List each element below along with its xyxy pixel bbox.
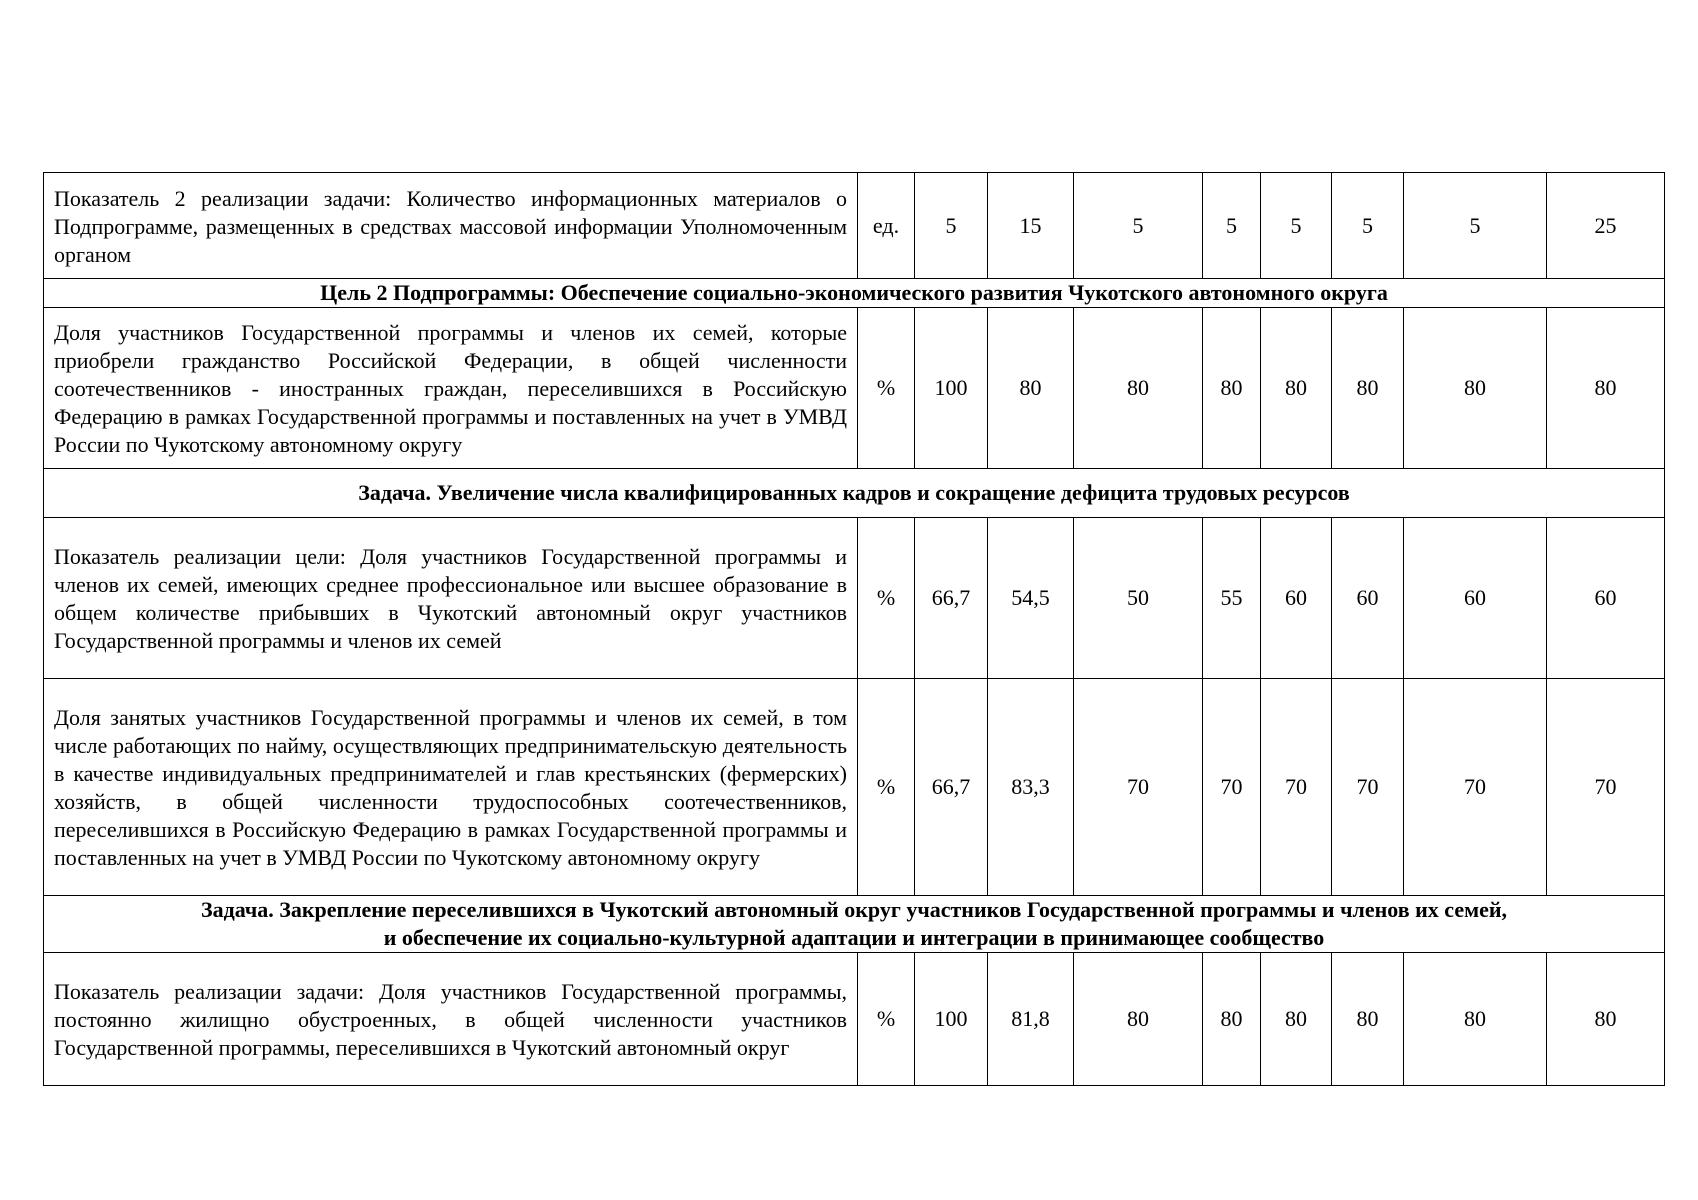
value-cell: 80 [1547,308,1665,469]
unit-cell: ед. [858,173,915,279]
value-cell: 50 [1074,518,1203,679]
value-cell: 80 [988,308,1074,469]
value-cell: 80 [1404,953,1547,1086]
indicators-table [43,172,1665,1086]
value-cell: 5 [1203,173,1261,279]
section-heading-line: и обеспечение их социально-культурной адаптации и интеграции в принимающее сообщество [383,925,1325,950]
value-cell: 60 [1332,518,1404,679]
unit-cell: % [858,518,915,679]
value-cell: 80 [1404,308,1547,469]
section-heading [44,469,1665,518]
value-cell: 80 [1332,308,1404,469]
value-cell: 70 [1332,679,1404,896]
indicator-description: Доля участников Государственной программы и членов их семей, которые приобрели гражданство Российской Федерации, в общей численности соотечественников - иностранных граждан, переселившихся в Российскую Федерацию в рамках Государственной программы и поставленных на учет в УМВД России по Чукотскому автономному округу [44,308,858,469]
value-cell: 66,7 [915,679,988,896]
value-cell: 70 [1261,679,1332,896]
unit-cell: % [858,953,915,1086]
value-cell: 70 [1404,679,1547,896]
value-cell: 15 [988,173,1074,279]
value-cell: 54,5 [988,518,1074,679]
value-cell: 81,8 [988,953,1074,1086]
value-cell: 80 [1547,953,1665,1086]
value-cell: 70 [1074,679,1203,896]
unit-cell: % [858,679,915,896]
indicator-row [44,173,1665,279]
section-row [44,469,1665,518]
indicator-description: Доля занятых участников Государственной программы и членов их семей, в том числе работающих по найму, осуществляющих предпринимательскую деятельность в качестве индивидуальных предпринимателей и глав крестьянских (фермерских) хозяйств, в общей численности трудоспособных соотечественников, переселившихся в Российскую Федерацию в рамках Государственной программы и поставленных на учет в УМВД России по Чукотскому автономному округу [44,679,858,896]
indicator-row [44,679,1665,896]
value-cell: 60 [1547,518,1665,679]
value-cell: 60 [1404,518,1547,679]
value-cell: 5 [1404,173,1547,279]
value-cell: 80 [1203,308,1261,469]
value-cell: 80 [1261,308,1332,469]
value-cell: 5 [1074,173,1203,279]
value-cell: 66,7 [915,518,988,679]
value-cell: 80 [1332,953,1404,1086]
value-cell: 5 [1332,173,1404,279]
indicators-table-body [44,173,1665,1086]
value-cell: 5 [915,173,988,279]
value-cell: 80 [1074,308,1203,469]
indicator-row [44,518,1665,679]
value-cell: 100 [915,953,988,1086]
indicator-description: Показатель 2 реализации задачи: Количество информационных материалов о Подпрограмме, размещенных в средствах массовой информации Уполномоченным органом [44,173,858,279]
value-cell: 25 [1547,173,1665,279]
section-row [44,896,1665,953]
indicator-row [44,953,1665,1086]
section-heading-line: Задача. Увеличение числа квалифицированных кадров и сокращение дефицита трудовых ресурсов [358,480,1350,505]
section-heading-line: Цель 2 Подпрограммы: Обеспечение социально-экономического развития Чукотского автономного округа [320,280,1388,305]
section-heading [44,896,1665,953]
section-heading-line: Задача. Закрепление переселившихся в Чукотский автономный округ участников Государственной программы и членов их семей, [200,897,1508,922]
section-row [44,279,1665,308]
value-cell: 80 [1074,953,1203,1086]
value-cell: 70 [1547,679,1665,896]
value-cell: 83,3 [988,679,1074,896]
value-cell: 80 [1203,953,1261,1086]
value-cell: 55 [1203,518,1261,679]
indicator-row [44,308,1665,469]
value-cell: 60 [1261,518,1332,679]
value-cell: 100 [915,308,988,469]
indicator-description: Показатель реализации задачи: Доля участников Государственной программы, постоянно жилищно обустроенных, в общей численности участников Государственной программы, переселившихся в Чукотский автономный округ [44,953,858,1086]
indicator-description: Показатель реализации цели: Доля участников Государственной программы и членов их семей, имеющих среднее профессиональное или высшее образование в общем количестве прибывших в Чукотский автономный округ участников Государственной программы и членов их семей [44,518,858,679]
value-cell: 5 [1261,173,1332,279]
unit-cell: % [858,308,915,469]
value-cell: 80 [1261,953,1332,1086]
value-cell: 70 [1203,679,1261,896]
section-heading [44,279,1665,308]
